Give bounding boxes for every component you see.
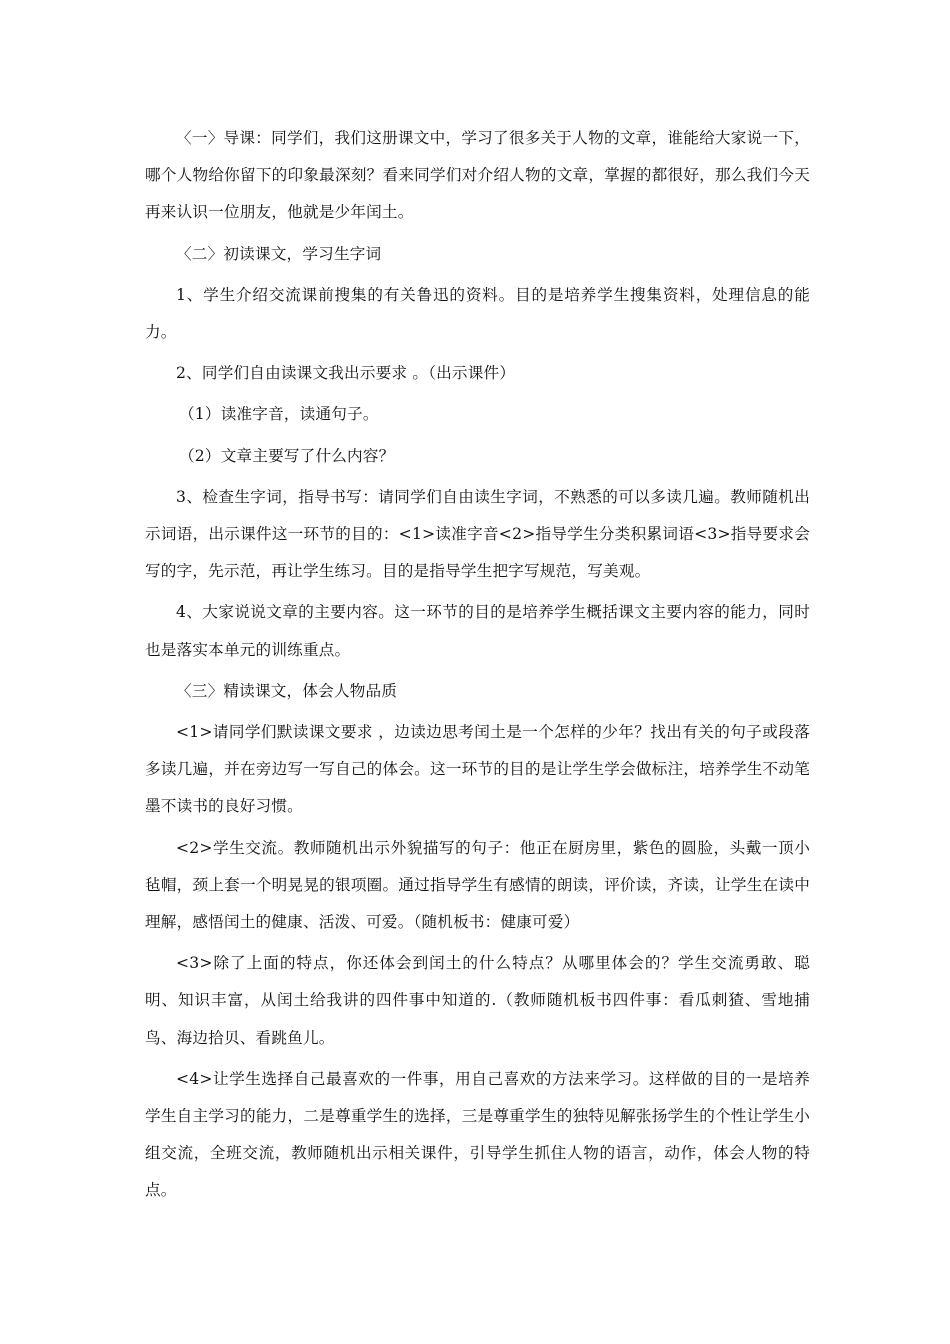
paragraph-step-4: 4、大家说说文章的主要内容。这一环节的目的是培养学生概括课文主要内容的能力，同时也是落实本单元的训练重点。 — [145, 603, 810, 659]
paragraph-requirement-2: （2）文章主要写了什么内容？ — [179, 446, 395, 465]
section-heading-close-reading: 〈三〉精读课文，体会人物品质 — [176, 681, 398, 700]
paragraph-close-reading-1: <1>请同学们默读课文要求 ，边读边思考闰土是一个怎样的少年？找出有关的句子或段落多读几遍，并在旁边写一写自己的体会。这一环节的目的是让学生学会做标注，培养学生不动笔墨不读书的良好习惯。 — [145, 723, 810, 816]
paragraph-step-1: 1、学生介绍交流课前搜集的有关鲁迅的资料。目的是培养学生搜集资料，处理信息的能力。 — [145, 285, 810, 342]
paragraph-step-2: 2、同学们自由读课文我出示要求 。（出示课件） — [176, 364, 516, 383]
paragraph-close-reading-4: <4>让学生选择自己最喜欢的一件事，用自己喜欢的方法来学习。这样做的目的一是培养学生自主学习的能力，二是尊重学生的选择，三是尊重学生的独特见解张扬学生的个性让学生小组交流，全班交流，教师随机出示相关课件，引导学生抓住人物的语言，动作，体会人物的特点。 — [145, 1069, 810, 1200]
document-page — [145, 120, 810, 1214]
paragraph-requirement-1: （1）读准字音，读通句子。 — [179, 405, 379, 424]
section-heading-first-reading: 〈二〉初读课文，学习生字词 — [176, 244, 382, 263]
paragraph-close-reading-2: <2>学生交流。教师随机出示外貌描写的句子：他正在厨房里，紫色的圆脸，头戴一顶小毡帽，颈上套一个明晃晃的银项圈。通过指导学生有感情的朗读，评价读，齐读，让学生在读中理解，感悟闰土的健康、活泼、可爱。（随机板书：健康可爱） — [145, 838, 810, 932]
paragraph-step-3: 3、检查生字词，指导书写：请同学们自由读生字词，不熟悉的可以多读几遍。教师随机出示词语，出示课件这一环节的目的：<1>读准字音<2>指导学生分类积累词语<3>指导要求会写的字，先示范，再让学生练习。目的是指导学生把字写规范，写美观。 — [145, 487, 810, 581]
paragraph-intro: 〈一〉导课：同学们，我们这册课文中，学习了很多关于人物的文章，谁能给大家说一下，哪个人物给你留下的印象最深刻？看来同学们对介绍人物的文章，掌握的都很好，那么我们今天再来认识一位朋友，他就是少年闰土。 — [145, 129, 810, 222]
paragraph-close-reading-3: <3>除了上面的特点，你还体会到闰土的什么特点？从哪里体会的？学生交流勇敢、聪明、知识丰富，从闰土给我讲的四件事中知道的.（教师随机板书四件事：看瓜刺猹、雪地捕鸟、海边拾贝、看跳鱼儿。 — [145, 954, 810, 1047]
